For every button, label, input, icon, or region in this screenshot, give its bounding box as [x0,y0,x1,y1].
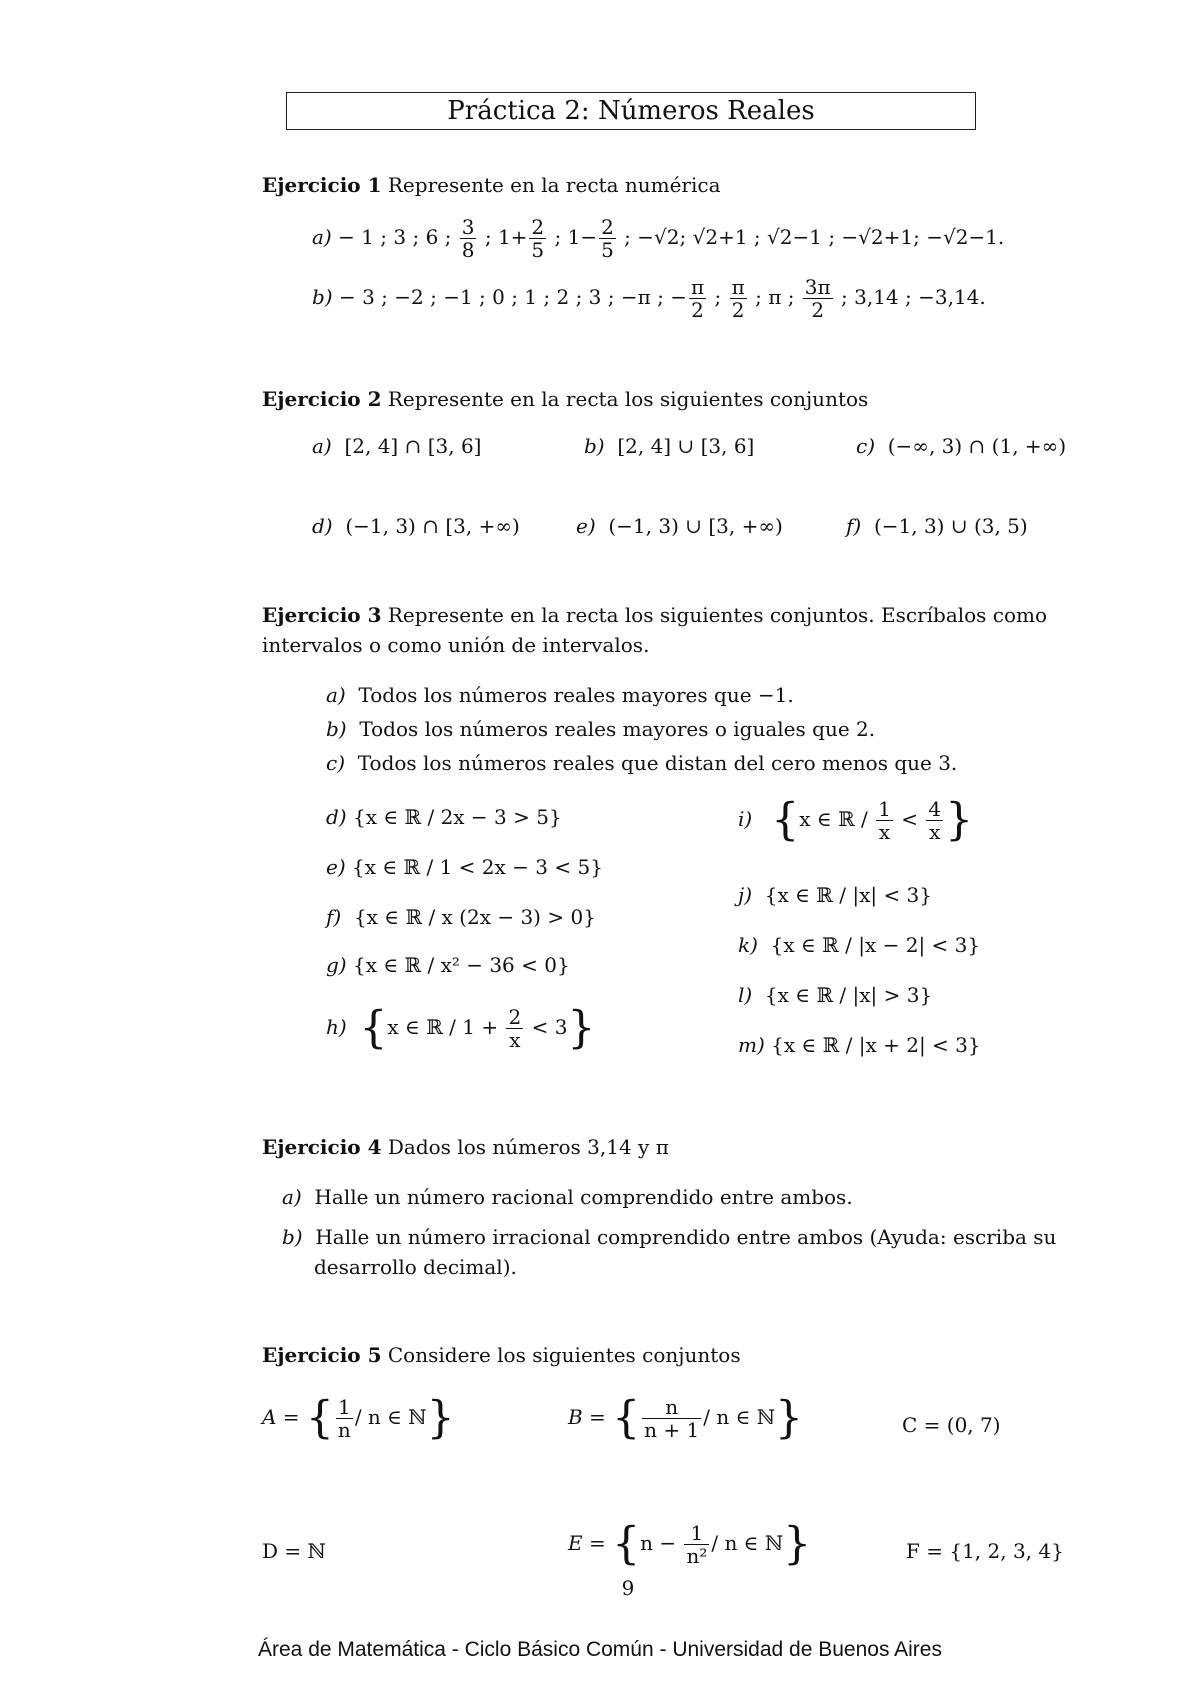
ex4-heading: Ejercicio 4 [262,1135,382,1159]
ex3-item-a: a) Todos los números reales mayores que −1. [326,683,794,707]
ex1-b-part4: ; 3,14 ; −3,14. [834,285,986,309]
ex3-item-c: c) Todos los números reales que distan del cero menos que 3. [326,751,958,775]
ex3-item-g: g) {x ∈ ℝ / x² − 36 < 0} [326,953,570,977]
ex2-text: Represente en la recta los siguientes conjuntos [387,387,869,411]
ex5-set-F: F = {1, 2, 3, 4} [906,1539,1064,1563]
ex1-b-part1: − 3 ; −2 ; −1 ; 0 ; 1 ; 2 ; 3 ; −π ; − [338,285,687,309]
ex1-a-frac1: $\frac{3}{8}$ [461,215,475,262]
ex1-b-part2: ; [708,285,728,309]
ex3-item-m: m) {x ∈ ℝ / |x + 2| < 3} [738,1033,981,1057]
ex2-item-d: d) (−1, 3) ∩ [3, +∞) [312,514,520,538]
ex3-text1: Represente en la recta los siguientes conjuntos. Escríbalos como [387,603,1048,627]
ex5-heading-line [262,1340,741,1370]
ex1-b-part3: ; π ; [748,285,801,309]
ex3-item-e: e) {x ∈ ℝ / 1 < 2x − 3 < 5} [326,855,603,879]
ex5-heading: Ejercicio 5 [262,1343,382,1367]
ex3-heading-line [262,600,1047,630]
page-number: 9 [621,1576,635,1600]
ex3-item-h: h) {x ∈ ℝ / 1 + $\frac{2}{x}$ < 3} [326,1002,596,1054]
ex3-item-l: l) {x ∈ ℝ / |x| > 3} [738,983,933,1007]
ex3-item-k: k) {x ∈ ℝ / |x − 2| < 3} [738,933,981,957]
ex3-text2: intervalos o como unión de intervalos. [262,633,650,657]
ex2-item-a: a) [2, 4] ∩ [3, 6] [312,434,482,458]
ex5-set-B: B = { $\frac{n}{n + 1}$ / n ∈ ℕ} [568,1392,804,1444]
ex4-heading-line [262,1132,669,1162]
ex3-item-b: b) Todos los números reales mayores o iguales que 2. [326,717,876,741]
ex3-item-i: i) {x ∈ ℝ / $\frac{1}{x}$ < $\frac{4}{x}$ } [738,794,974,846]
ex5-text: Considere los siguientes conjuntos [387,1343,741,1367]
ex1-a-part1: − 1 ; 3 ; 6 ; [338,225,458,249]
ex3-item-j: j) {x ∈ ℝ / |x| < 3} [738,883,933,907]
ex3-item-d: d) {x ∈ ℝ / 2x − 3 > 5} [326,805,562,829]
ex3-item-f: f) {x ∈ ℝ / x (2x − 3) > 0} [326,905,596,929]
ex1-b-frac2: $\frac{\pi}{2}$ [731,275,745,322]
ex1-a-frac2: $\frac{2}{5}$ [531,215,545,262]
ex1-a-part2: ; 1+ [478,225,528,249]
ex2-item-c: c) (−∞, 3) ∩ (1, +∞) [856,434,1067,458]
ex4-item-b: b) Halle un número irracional comprendido entre ambos (Ayuda: escriba su [282,1225,1057,1249]
ex3-heading: Ejercicio 3 [262,603,382,627]
ex2-item-e: e) (−1, 3) ∪ [3, +∞) [576,514,783,538]
ex1-text: Represente en la recta numérica [387,173,721,197]
ex1-item-b [312,276,986,321]
ex1-a-part3: ; 1− [548,225,598,249]
ex1-heading-line [262,170,721,200]
page-footer: Área de Matemática - Ciclo Básico Común - Universidad de Buenos Aires [258,1638,942,1661]
ex2-item-f: f) (−1, 3) ∪ (3, 5) [846,514,1028,538]
ex5-set-A: A = { $\frac{1}{n}$ / n ∈ ℕ} [262,1392,455,1444]
ex1-b-frac1: $\frac{\pi}{2}$ [690,275,705,322]
ex1-item-a [312,216,1004,261]
ex2-heading: Ejercicio 2 [262,387,382,411]
ex1-b-frac3: $\frac{3\pi}{2}$ [804,275,831,322]
ex4-text: Dados los números 3,14 y π [387,1135,669,1159]
ex1-b-label: b) [312,285,333,309]
page-title: Práctica 2: Números Reales [286,92,976,130]
ex1-a-part4: ; −√2; √2+1 ; √2−1 ; −√2+1; −√2−1. [617,225,1005,249]
ex5-set-C: C = (0, 7) [902,1413,1001,1437]
ex2-heading-line [262,384,868,414]
ex1-a-label: a) [312,225,332,249]
ex2-item-b: b) [2, 4] ∪ [3, 6] [584,434,755,458]
ex1-heading: Ejercicio 1 [262,173,382,197]
ex5-set-E: E = {n − $\frac{1}{\text{n²}}$ / n ∈ ℕ} [568,1518,812,1570]
ex1-a-frac3: $\frac{2}{5}$ [601,215,614,262]
ex4-item-a: a) Halle un número racional comprendido entre ambos. [282,1185,853,1209]
ex4-item-b-cont: desarrollo decimal). [314,1255,517,1279]
ex5-set-D: D = ℕ [262,1539,326,1563]
